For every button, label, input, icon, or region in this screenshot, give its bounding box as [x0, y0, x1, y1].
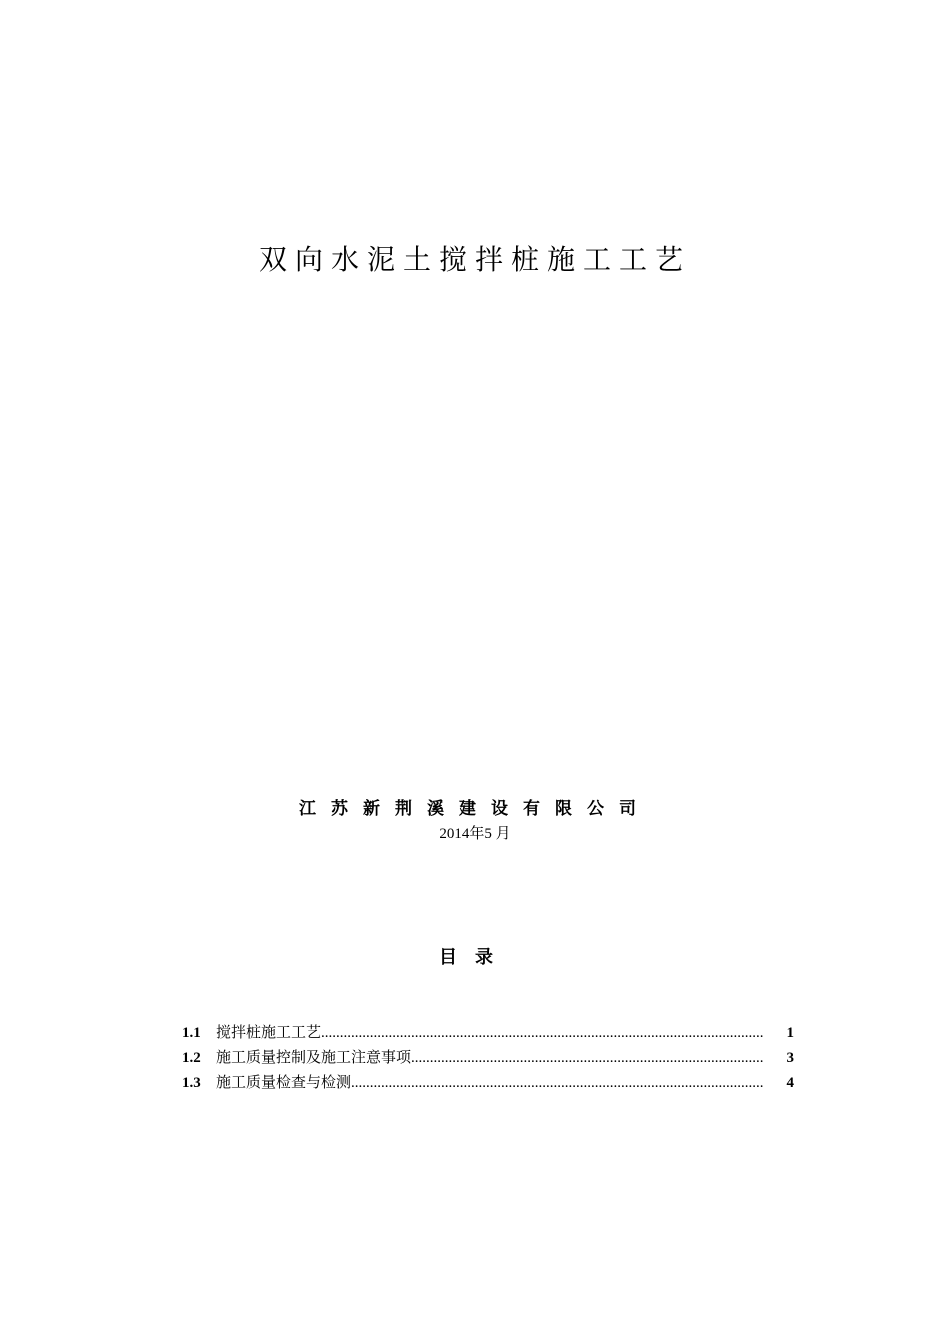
toc-entry[interactable]: [182, 1072, 794, 1097]
toc-entry-page: 4: [786, 1075, 794, 1091]
company-name: 江苏新荆溪建设有限公司: [299, 799, 651, 819]
toc-entry-number: 1.2: [182, 1050, 201, 1066]
document-date: 2014年5 月: [439, 826, 511, 842]
document-title: 双向水泥土搅拌桩施工工艺: [258, 243, 691, 276]
toc-entry-number: 1.1: [182, 1025, 201, 1041]
toc-entry-text: 施工质量控制及施工注意事项: [216, 1050, 412, 1066]
toc-dot-leader: [411, 1047, 764, 1069]
toc-entry-text: 搅拌桩施工工艺: [216, 1025, 322, 1041]
toc-entry-page: 1: [786, 1025, 794, 1041]
toc-dot-leader: [321, 1022, 764, 1044]
toc-dot-leader: [351, 1072, 764, 1094]
toc-entry[interactable]: [182, 1047, 794, 1072]
table-of-contents: [182, 1022, 794, 1097]
toc-entry[interactable]: [182, 1022, 794, 1047]
toc-entry-page: 3: [786, 1050, 794, 1066]
toc-entry-number: 1.3: [182, 1075, 201, 1091]
toc-heading: 目录: [439, 947, 511, 968]
toc-entry-text: 施工质量检查与检测: [216, 1075, 352, 1091]
